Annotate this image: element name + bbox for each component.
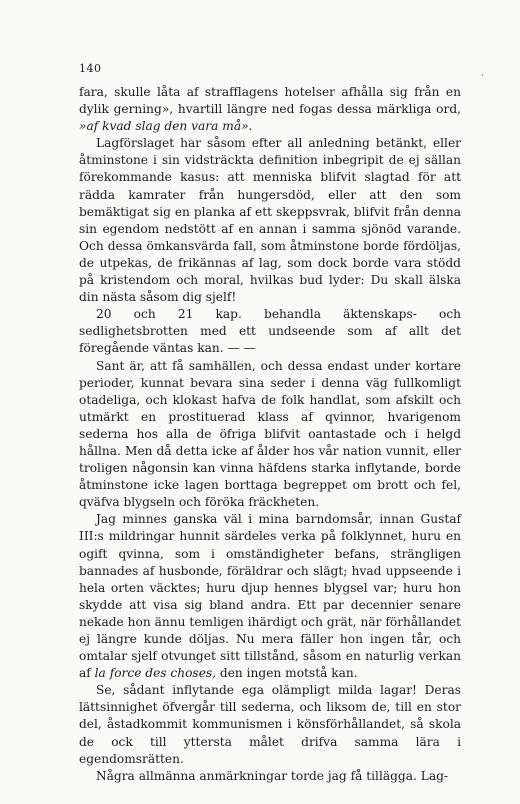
text-segment: Se, sådant inflytande ega olämpligt milda lagar! Deras lättsinnighet öfvergår till sederna, och liksom de, till en stor del, åstadkommit kommunismen i könsförhållandet, så skola de ock till yttersta målet drifva samma lära i egendomsrätten. bbox=[79, 683, 461, 766]
text-segment: fara, skulle låta af strafflagens hotelser afhålla sig från en dylik gerning», hvartill längre ned fogas dessa märkliga ord, bbox=[79, 85, 461, 117]
text-segment: den ingen motstå kan. bbox=[216, 666, 358, 681]
paragraph-5 bbox=[79, 511, 461, 682]
paragraph-4 bbox=[79, 358, 461, 512]
text-segment-italic: »af kvad slag den vara må». bbox=[79, 119, 253, 134]
paragraph-7 bbox=[79, 768, 461, 785]
paragraph-2 bbox=[79, 135, 461, 306]
paragraph-3 bbox=[79, 306, 461, 357]
text-segment: Jag minnes ganska väl i mina barndomsår, innan Gustaf III:s mildringar hunnit särdeles verka på folklynnet, huru en ogift qvinna, som i omständigheter befans, strängligen bannades af husbonde, föräldrar och slägt; hvad uppseende i hela orten väcktes; huru djup hennes blygsel var; huru hon skydde att visa sig bland andra. Ett par decennier senare nekade hon ännu temligen ihärdigt och grät, när förhållandet ej längre kunde döljas. Nu mera fäller hon ingen tår, och omtalar sjelf otvunget sitt tillstånd, såsom en naturlig verkan af bbox=[79, 512, 461, 681]
page-number: 140 bbox=[79, 62, 102, 75]
body-text bbox=[79, 84, 461, 785]
paragraph-1 bbox=[79, 84, 461, 135]
text-segment: Några allmänna anmärkningar torde jag få tillägga. Lag- bbox=[96, 768, 449, 783]
scan-speck: ⸳ bbox=[481, 69, 484, 80]
text-segment: Sant är, att få samhällen, och dessa endast under kortare perioder, kunnat bevara sina seder i denna väg fullkomligt otadeliga, och klokast hafva de folk handlat, som afskilt och utmärkt en prostituerad klass af qvinnor, hvarigenom sederna hos alla de öfriga blifvit oantastade och i helgd hållna. Men då detta icke af ålder hos vår nation vunnit, eller troligen någonsin kan vinna häfdens starka inflytande, borde åtminstone icke lagen borttaga begreppet om brott och fel, qväfva blygseln och föröka fräckheten. bbox=[79, 358, 461, 510]
paragraph-6 bbox=[79, 682, 461, 767]
text-segment-italic: la force des choses, bbox=[94, 666, 217, 681]
text-segment: Lagförslaget har såsom efter all anledning betänkt, eller åtminstone i sin vidsträckta definition inbegripit de ej sällan förekommande kasus: att menniska blifvit slagtad för att rädda kamrater från hungersdöd, eller att den som bemäktigat sig en planka af ett skeppsvrak, blifvit från denna sin egendom nedstött af en annan i samma sjönöd varande. Och dessa ömkansvärda fall, som åtminstone borde fördöljas, de utpekas, de frikännas af lag, som dock borde vara stödd på kristendom och moral, hvilkas bud lyder: Du skall älska din nästa såsom dig sjelf! bbox=[79, 136, 461, 305]
text-segment: 20 och 21 kap. behandla äktenskaps- och sedlighetsbrotten med ett undseende som af allt det föregående väntas kan. — — bbox=[79, 307, 461, 356]
